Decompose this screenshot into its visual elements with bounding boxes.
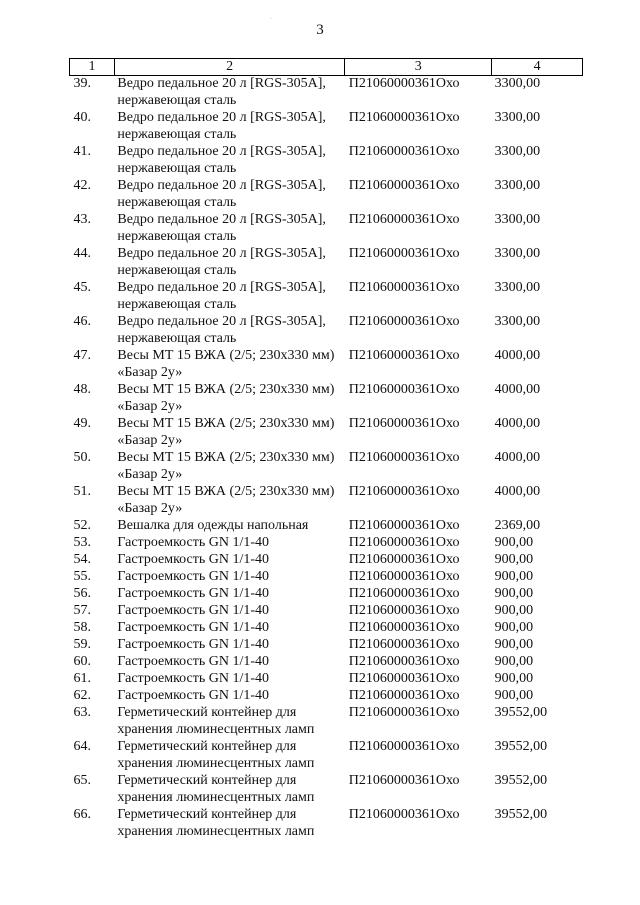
inventory-number-cell: П21060000361Охо	[348, 450, 460, 465]
inventory-number-cell: П21060000361Охо	[348, 586, 460, 601]
inventory-number-cell: П21060000361Охо	[348, 552, 460, 567]
price-cell: 900,00	[494, 671, 534, 686]
inventory-number-cell: П21060000361Охо	[348, 382, 460, 397]
table-row	[70, 705, 583, 739]
table-row	[70, 280, 583, 314]
inventory-number-cell: П21060000361Охо	[348, 637, 460, 652]
row-number-cell: 64.	[73, 739, 91, 754]
row-number-cell: 53.	[73, 535, 91, 550]
price-cell: 4000,00	[494, 382, 541, 397]
price-cell: 900,00	[494, 552, 534, 567]
table-row	[70, 569, 583, 586]
column-header-price: 4	[492, 59, 583, 76]
item-name-cell: Герметический контейнер для хранения люминесцентных ламп	[117, 739, 315, 771]
page-number: 3	[316, 22, 324, 38]
price-cell: 39552,00	[494, 807, 548, 822]
inventory-number-cell: П21060000361Охо	[348, 76, 460, 91]
table-row	[70, 178, 583, 212]
item-name-cell: Гастроемкость GN 1/1-40	[117, 603, 270, 618]
inventory-number-cell: П21060000361Охо	[348, 807, 460, 822]
item-name-cell: Герметический контейнер для хранения люминесцентных ламп	[117, 773, 315, 805]
item-name-cell: Ведро педальное 20 л [RGS-305А], нержавеющая сталь	[117, 212, 326, 244]
price-cell: 3300,00	[494, 212, 541, 227]
item-name-cell: Ведро педальное 20 л [RGS-305А], нержавеющая сталь	[117, 76, 326, 108]
price-cell: 2369,00	[494, 518, 541, 533]
price-cell: 900,00	[494, 535, 534, 550]
inventory-number-cell: П21060000361Охо	[348, 178, 460, 193]
table-row	[70, 586, 583, 603]
inventory-number-cell: П21060000361Охо	[348, 484, 460, 499]
row-number-cell: 43.	[73, 212, 91, 227]
row-number-cell: 52.	[73, 518, 91, 533]
table-row	[70, 552, 583, 569]
table-header-row	[70, 59, 583, 76]
row-number-cell: 60.	[73, 654, 91, 669]
price-cell: 39552,00	[494, 705, 548, 720]
table-row	[70, 416, 583, 450]
table-row	[70, 603, 583, 620]
price-cell: 900,00	[494, 654, 534, 669]
price-cell: 4000,00	[494, 484, 541, 499]
item-name-cell: Весы МТ 15 ВЖА (2/5; 230x330 мм) «Базар 2у»	[117, 382, 335, 414]
item-name-cell: Гастроемкость GN 1/1-40	[117, 620, 270, 635]
row-number-cell: 56.	[73, 586, 91, 601]
inventory-table	[69, 58, 583, 841]
row-number-cell: 47.	[73, 348, 91, 363]
inventory-number-cell: П21060000361Охо	[348, 535, 460, 550]
price-cell: 900,00	[494, 603, 534, 618]
price-cell: 3300,00	[494, 280, 541, 295]
item-name-cell: Гастроемкость GN 1/1-40	[117, 654, 270, 669]
row-number-cell: 63.	[73, 705, 91, 720]
table-row	[70, 620, 583, 637]
table-row	[70, 535, 583, 552]
price-cell: 900,00	[494, 688, 534, 703]
row-number-cell: 50.	[73, 450, 91, 465]
item-name-cell: Ведро педальное 20 л [RGS-305А], нержавеющая сталь	[117, 110, 326, 142]
table-row	[70, 518, 583, 535]
inventory-number-cell: П21060000361Охо	[348, 416, 460, 431]
price-cell: 900,00	[494, 569, 534, 584]
table-row	[70, 76, 583, 111]
price-cell: 900,00	[494, 637, 534, 652]
inventory-number-cell: П21060000361Охо	[348, 773, 460, 788]
inventory-number-cell: П21060000361Охо	[348, 280, 460, 295]
price-cell: 4000,00	[494, 348, 541, 363]
price-cell: 4000,00	[494, 450, 541, 465]
table-row	[70, 654, 583, 671]
price-cell: 3300,00	[494, 110, 541, 125]
row-number-cell: 57.	[73, 603, 91, 618]
price-cell: 4000,00	[494, 416, 541, 431]
item-name-cell: Герметический контейнер для хранения люминесцентных ламп	[117, 807, 315, 839]
inventory-number-cell: П21060000361Охо	[348, 739, 460, 754]
row-number-cell: 61.	[73, 671, 91, 686]
price-cell: 3300,00	[494, 178, 541, 193]
inventory-number-cell: П21060000361Охо	[348, 620, 460, 635]
item-name-cell: Гастроемкость GN 1/1-40	[117, 671, 270, 686]
price-cell: 900,00	[494, 586, 534, 601]
scan-mark: ·	[270, 16, 272, 22]
item-name-cell: Ведро педальное 20 л [RGS-305А], нержавеющая сталь	[117, 314, 326, 346]
table-row	[70, 637, 583, 654]
inventory-number-cell: П21060000361Охо	[348, 314, 460, 329]
row-number-cell: 66.	[73, 807, 91, 822]
table-row	[70, 484, 583, 518]
table-row	[70, 773, 583, 807]
item-name-cell: Вешалка для одежды напольная	[117, 518, 309, 533]
inventory-number-cell: П21060000361Охо	[348, 654, 460, 669]
inventory-number-cell: П21060000361Охо	[348, 569, 460, 584]
inventory-number-cell: П21060000361Охо	[348, 705, 460, 720]
inventory-number-cell: П21060000361Охо	[348, 212, 460, 227]
item-name-cell: Гастроемкость GN 1/1-40	[117, 535, 270, 550]
table-row	[70, 144, 583, 178]
table-row	[70, 314, 583, 348]
price-cell: 3300,00	[494, 246, 541, 261]
price-cell: 3300,00	[494, 144, 541, 159]
item-name-cell: Ведро педальное 20 л [RGS-305А], нержавеющая сталь	[117, 178, 326, 210]
price-cell: 39552,00	[494, 773, 548, 788]
table-row	[70, 212, 583, 246]
price-cell: 900,00	[494, 620, 534, 635]
inventory-number-cell: П21060000361Охо	[348, 246, 460, 261]
row-number-cell: 65.	[73, 773, 91, 788]
row-number-cell: 62.	[73, 688, 91, 703]
item-name-cell: Гастроемкость GN 1/1-40	[117, 552, 270, 567]
column-header-inventory-number: 3	[345, 59, 492, 76]
item-name-cell: Гастроемкость GN 1/1-40	[117, 586, 270, 601]
table-row	[70, 739, 583, 773]
row-number-cell: 59.	[73, 637, 91, 652]
row-number-cell: 58.	[73, 620, 91, 635]
row-number-cell: 40.	[73, 110, 91, 125]
row-number-cell: 46.	[73, 314, 91, 329]
table-row	[70, 807, 583, 841]
row-number-cell: 54.	[73, 552, 91, 567]
item-name-cell: Герметический контейнер для хранения люминесцентных ламп	[117, 705, 315, 737]
price-cell: 3300,00	[494, 314, 541, 329]
inventory-number-cell: П21060000361Охо	[348, 144, 460, 159]
row-number-cell: 42.	[73, 178, 91, 193]
inventory-number-cell: П21060000361Охо	[348, 348, 460, 363]
row-number-cell: 48.	[73, 382, 91, 397]
row-number-cell: 41.	[73, 144, 91, 159]
item-name-cell: Гастроемкость GN 1/1-40	[117, 688, 270, 703]
item-name-cell: Весы МТ 15 ВЖА (2/5; 230x330 мм) «Базар 2у»	[117, 416, 335, 448]
item-name-cell: Гастроемкость GN 1/1-40	[117, 637, 270, 652]
row-number-cell: 55.	[73, 569, 91, 584]
item-name-cell: Гастроемкость GN 1/1-40	[117, 569, 270, 584]
item-name-cell: Ведро педальное 20 л [RGS-305А], нержавеющая сталь	[117, 280, 326, 312]
inventory-number-cell: П21060000361Охо	[348, 603, 460, 618]
row-number-cell: 49.	[73, 416, 91, 431]
row-number-cell: 51.	[73, 484, 91, 499]
column-header-name: 2	[114, 59, 344, 76]
item-name-cell: Весы МТ 15 ВЖА (2/5; 230x330 мм) «Базар 2у»	[117, 348, 335, 380]
item-name-cell: Ведро педальное 20 л [RGS-305А], нержавеющая сталь	[117, 144, 326, 176]
row-number-cell: 44.	[73, 246, 91, 261]
inventory-number-cell: П21060000361Охо	[348, 671, 460, 686]
price-cell: 3300,00	[494, 76, 541, 91]
table-row	[70, 688, 583, 705]
table-row	[70, 110, 583, 144]
table-row	[70, 671, 583, 688]
table-row	[70, 382, 583, 416]
inventory-number-cell: П21060000361Охо	[348, 518, 460, 533]
row-number-cell: 39.	[73, 76, 91, 91]
inventory-number-cell: П21060000361Охо	[348, 110, 460, 125]
inventory-number-cell: П21060000361Охо	[348, 688, 460, 703]
item-name-cell: Весы МТ 15 ВЖА (2/5; 230x330 мм) «Базар 2у»	[117, 484, 335, 516]
item-name-cell: Ведро педальное 20 л [RGS-305А], нержавеющая сталь	[117, 246, 326, 278]
column-header-number: 1	[70, 59, 115, 76]
table-row	[70, 450, 583, 484]
price-cell: 39552,00	[494, 739, 548, 754]
item-name-cell: Весы МТ 15 ВЖА (2/5; 230x330 мм) «Базар 2у»	[117, 450, 335, 482]
table-row	[70, 348, 583, 382]
row-number-cell: 45.	[73, 280, 91, 295]
table-row	[70, 246, 583, 280]
table-body	[70, 76, 583, 842]
